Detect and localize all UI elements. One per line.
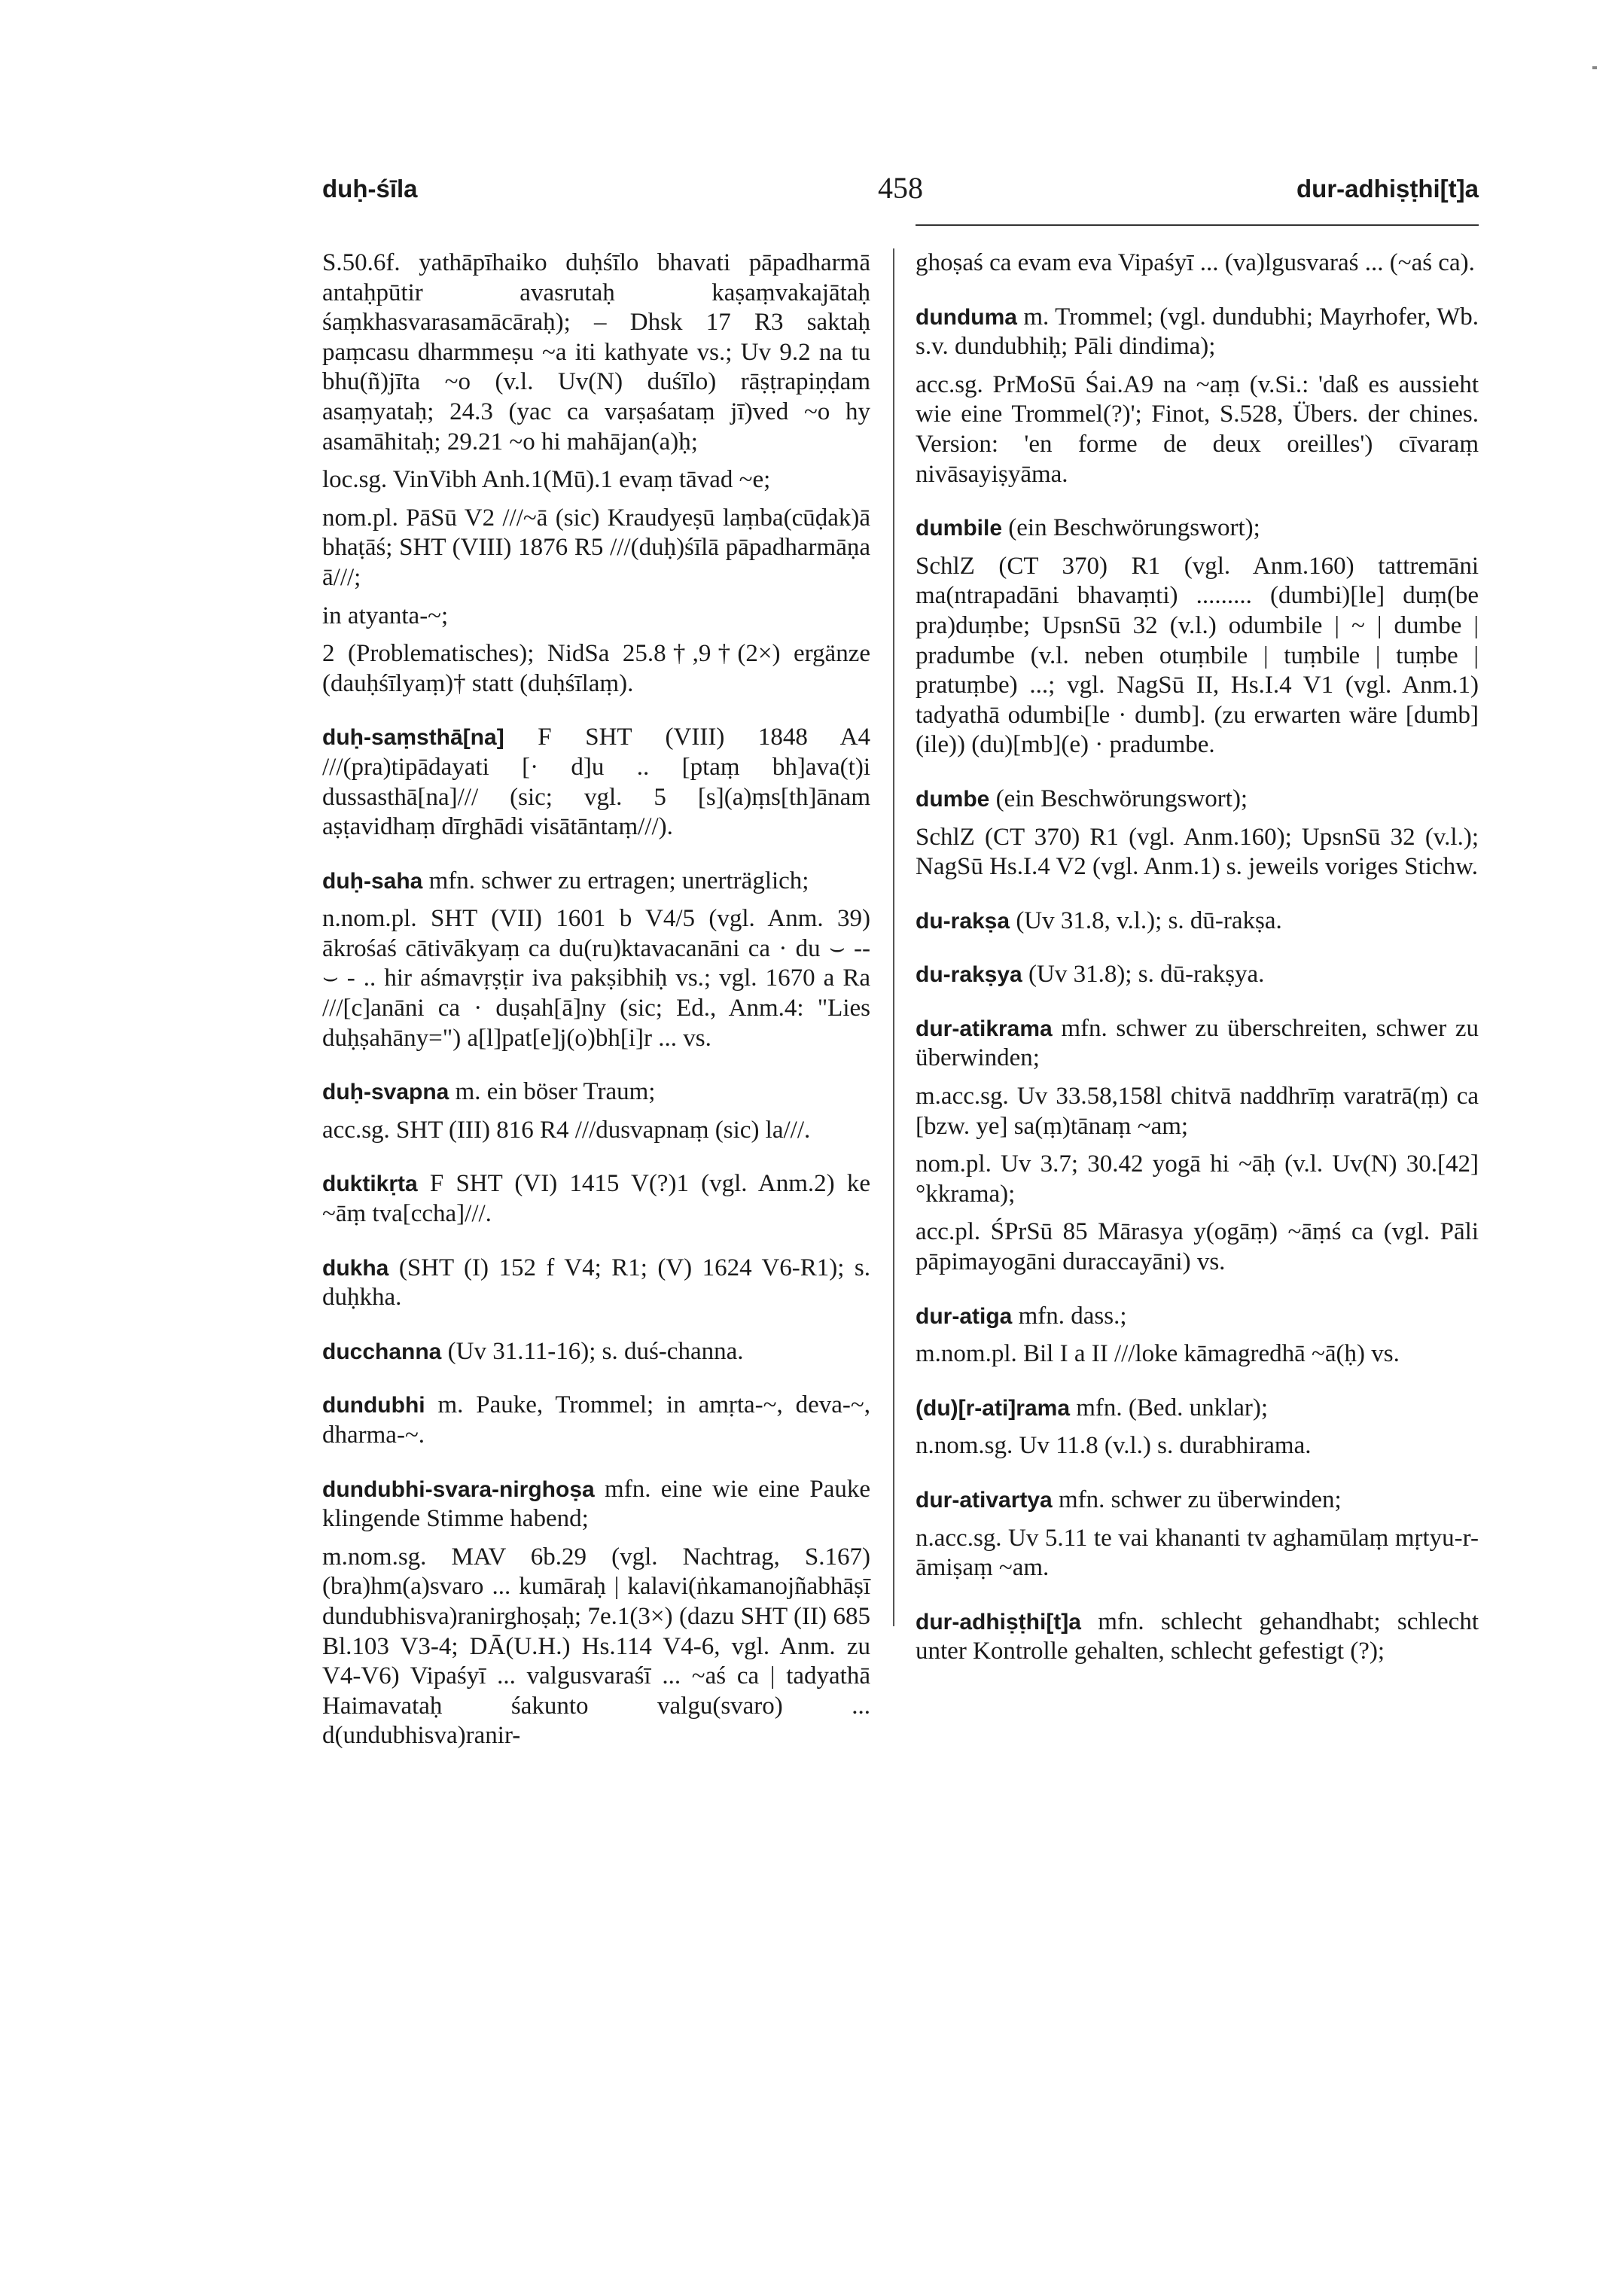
page-header <box>322 171 1479 220</box>
entry-citation: n.nom.pl. SHT (VII) 1601 b V4/5 (vgl. Anm. 39) ākrośaś cātivākyaṃ ca du(ru)ktavacanāni ca · du ⌣ -- ⌣ - .. hir aśmavṛṣṭir iva pakṣibhiḥ vs.; vgl. 1670 a Ra ///[c]anāni ca · duṣah[ā]ny (sic; Ed., Anm.4: "Lies duḥṣahāny=") a[l]pat[e]j(o)bh[i]r ... vs. <box>322 905 870 1052</box>
entry-citation: m.acc.sg. Uv 33.58,158l chitvā naddhrīṃ varatrā(ṃ) ca [bzw. ye] sa(ṃ)tānaṃ ~am; <box>916 1083 1479 1140</box>
entry-headword: duktikṛta <box>322 1172 418 1197</box>
entry-headword: duḥ-svapna <box>322 1080 449 1105</box>
dictionary-entry <box>322 1337 870 1367</box>
dictionary-entry <box>916 1302 1479 1332</box>
entry-headword: (du)[r-ati]rama <box>916 1395 1071 1421</box>
dictionary-entry <box>916 513 1479 544</box>
entry-headword: duḥ-saṃsthā[na] <box>322 725 504 751</box>
dictionary-entry <box>916 303 1479 362</box>
entry-citation: SchlZ (CT 370) R1 (vgl. Anm.160) tattremāni ma(ntrapadāni bhavaṃti) ......... (dumbi)[le] duṃ(be pra)duṃbe; UpsnSū 32 (v.l.) odumbile | ~ | dumbe | pradumbe (v.l. neben otuṃbile | tuṃbile | tuṃbe | pratuṃbe) ...; vgl. NagSū II, Hs.I.4 V1 (vgl. Anm.1) tadyathā odumbi[le · dumb]. (zu erwarten wäre [dumb](ile)) (du)[mb](e) · pradumbe. <box>916 552 1479 759</box>
entry-definition: (Uv 31.8, v.l.); s. dū-rakṣa. <box>1016 906 1282 934</box>
entry-headword: dundubhi-svara-nirghoṣa <box>322 1476 595 1502</box>
entry-definition: mfn. schwer zu ertragen; unerträglich; <box>428 867 809 894</box>
entry-definition: (ein Beschwörungswort); <box>1008 514 1260 542</box>
entry-definition: mfn. schwer zu überwinden; <box>1058 1486 1342 1513</box>
entry-citation: loc.sg. VinVibh Anh.1(Mū).1 evaṃ tāvad ~e; <box>322 466 771 494</box>
entry-headword: dur-atikrama <box>916 1016 1053 1041</box>
entry-headword: dumbile <box>916 516 1003 541</box>
dictionary-entry <box>916 1485 1479 1516</box>
entry-definition: m. Trommel; (vgl. dundubhi; Mayrhofer, Wb. s.v. dundubhiḥ; Pāli dindima); <box>916 303 1479 361</box>
scan-speck <box>1592 66 1597 69</box>
dictionary-entry <box>322 1475 870 1534</box>
entry-citation: m.nom.sg. MAV 6b.29 (vgl. Nachtrag, S.167) (bra)hm(a)svaro ... kumāraḥ | kalavi(ṅkamanojñabhāṣī dundubhisva)ranirghoṣaḥ; 7e.1(3×) (dazu SHT (II) 685 Bl.103 V3-4; DĀ(U.H.) Hs.114 V4-6, vgl. Anm. zu V4-V6) Vipaśyī ... valgusvaraśī ... ~aś ca | tadyathā Haimavataḥ śakunto valgu(svaro) ... d(undubhisva)ranir- <box>322 1543 870 1750</box>
entry-definition: (SHT (I) 152 f V4; R1; (V) 1624 V6-R1); s. duḥkha. <box>322 1254 871 1312</box>
entry-definition: F SHT (VI) 1415 V(?)1 (vgl. Anm.2) ke ~āṃ tva[ccha]///. <box>322 1170 871 1228</box>
entry-definition: m. Pauke, Trommel; in amṛta-~, deva-~, dharma-~. <box>322 1391 871 1449</box>
entry-definition: mfn. schwer zu überschreiten, schwer zu überwinden; <box>916 1014 1479 1072</box>
entry-citation: ghoṣaś ca evam eva Vipaśyī ... (va)lgusvaraś ... (~aś ca). <box>916 249 1475 276</box>
dictionary-entry <box>916 1607 1479 1667</box>
dictionary-entry <box>916 1014 1479 1074</box>
entry-citation: in atyanta-~; <box>322 602 449 629</box>
dictionary-entry <box>322 867 870 897</box>
entry-definition: m. ein böser Traum; <box>455 1078 656 1106</box>
dictionary-entry <box>322 1169 870 1229</box>
entry-headword: dur-atiga <box>916 1303 1013 1329</box>
dictionary-entry <box>322 1391 870 1450</box>
entry-headword: du-rakṣa <box>916 908 1010 934</box>
entry-citation: nom.pl. Uv 3.7; 30.42 yogā hi ~āḥ (v.l. Uv(N) 30.[42] °kkrama); <box>916 1150 1479 1208</box>
dictionary-entry <box>916 785 1479 815</box>
dictionary-entry <box>916 1394 1479 1424</box>
entry-citation: n.nom.sg. Uv 11.8 (v.l.) s. durabhirama. <box>916 1432 1312 1460</box>
entry-citation: acc.pl. ŚPrSū 85 Mārasya y(ogāṃ) ~āṃś ca (vgl. Pāli pāpimayogāni duraccayāni) vs. <box>916 1218 1479 1276</box>
entry-headword: dur-ativartya <box>916 1488 1053 1513</box>
left-column <box>322 248 870 1760</box>
entry-definition: mfn. eine wie eine Pauke klingende Stimme habend; <box>322 1475 870 1533</box>
dictionary-entry <box>322 1077 870 1108</box>
entry-citation: m.nom.pl. Bil I a II ///loke kāmagredhā ~ā(ḥ) vs. <box>916 1340 1400 1368</box>
entry-definition: (Uv 31.11-16); s. duś-channa. <box>447 1337 744 1365</box>
entry-citation: acc.sg. SHT (III) 816 R4 ///dusvapnaṃ (sic) la///. <box>322 1116 811 1144</box>
entry-definition: (ein Beschwörungswort); <box>995 785 1248 812</box>
entry-citation: S.50.6f. yathāpīhaiko duḥśīlo bhavati pāpadharmā antaḥpūtir avasrutaḥ kaṣaṃvakajātaḥ śaṃkhasvarasamācāraḥ); – Dhsk 17 R3 saktaḥ paṃcasu dharmmeṣu ~a iti kathyate vs.; Uv 9.2 na tu bhu(ñ)jīta ~o (v.l. Uv(N) duśīlo) rāṣṭrapiṇḍam asaṃyataḥ; 24.3 (yac ca varṣaśataṃ jī)ved ~o hy asamāhitaḥ; 29.21 ~o hi mahājan(a)ḥ; <box>322 249 870 456</box>
entry-headword: dumbe <box>916 786 990 812</box>
page-number: 458 <box>878 171 923 205</box>
column-divider <box>893 248 894 1626</box>
right-column <box>916 248 1479 1675</box>
entry-definition: (Uv 31.8); s. dū-rakṣya. <box>1028 961 1265 989</box>
entry-headword: dunduma <box>916 304 1017 330</box>
entry-headword: dundubhi <box>322 1393 425 1418</box>
entry-citation: n.acc.sg. Uv 5.11 te vai khananti tv aghamūlaṃ mṛtyu-r-āmiṣaṃ ~am. <box>916 1524 1479 1582</box>
entry-definition: mfn. schlecht gehandhabt; schlecht unter Kontrolle gehalten, schlecht gefestigt (?); <box>916 1607 1479 1665</box>
entry-headword: dur-adhiṣṭhi[t]a <box>916 1609 1081 1635</box>
dictionary-entry <box>322 1254 870 1313</box>
entry-headword: dukha <box>322 1255 389 1281</box>
entry-headword: ducchanna <box>322 1339 442 1364</box>
entry-citation: 2 (Problematisches); NidSa 25.8†,9†(2×) ergänze (dauḥśīlyaṃ)† statt (duḥśīlaṃ). <box>322 640 870 697</box>
entry-definition: mfn. (Bed. unklar); <box>1076 1394 1269 1421</box>
dictionary-entry <box>916 906 1479 937</box>
header-right-keyword: dur-adhiṣṭhi[t]a <box>1296 175 1479 203</box>
entry-citation: SchlZ (CT 370) R1 (vgl. Anm.160); UpsnSū 32 (v.l.); NagSū Hs.I.4 V2 (vgl. Anm.1) s. jeweils voriges Stichw. <box>916 823 1479 881</box>
entry-headword: duḥ-saha <box>322 868 423 894</box>
entry-definition: mfn. dass.; <box>1018 1302 1127 1330</box>
header-rule <box>916 224 1479 226</box>
entry-headword: du-rakṣya <box>916 962 1022 988</box>
entry-citation: nom.pl. PāSū V2 ///~ā (sic) Kraudyeṣū laṃba(cūḍak)ā bhaṭāś; SHT (VIII) 1876 R5 ///(duḥ)śīlā pāpadharmāṇa ā///; <box>322 504 870 591</box>
header-left-keyword: duḥ-śīla <box>322 175 418 203</box>
dictionary-entry <box>916 960 1479 990</box>
entry-citation: acc.sg. PrMoSū Śai.A9 na ~aṃ (v.Si.: 'daß es aussieht wie eine Trommel(?)'; Finot, S.528, Übers. der chines. Version: 'en forme de deux oreilles') cīvaraṃ nivāsayiṣyāma. <box>916 370 1479 488</box>
dictionary-entry <box>322 723 870 842</box>
entry-definition: F SHT (VIII) 1848 A4 ///(pra)tipādayati [· d]u .. [ptaṃ bh]ava(t)i dussasthā[na]/// (sic; vgl. 5 [s](a)ṃs[th]ānam aṣṭavidhaṃ dīrghādi visātāntaṃ///). <box>322 724 871 841</box>
